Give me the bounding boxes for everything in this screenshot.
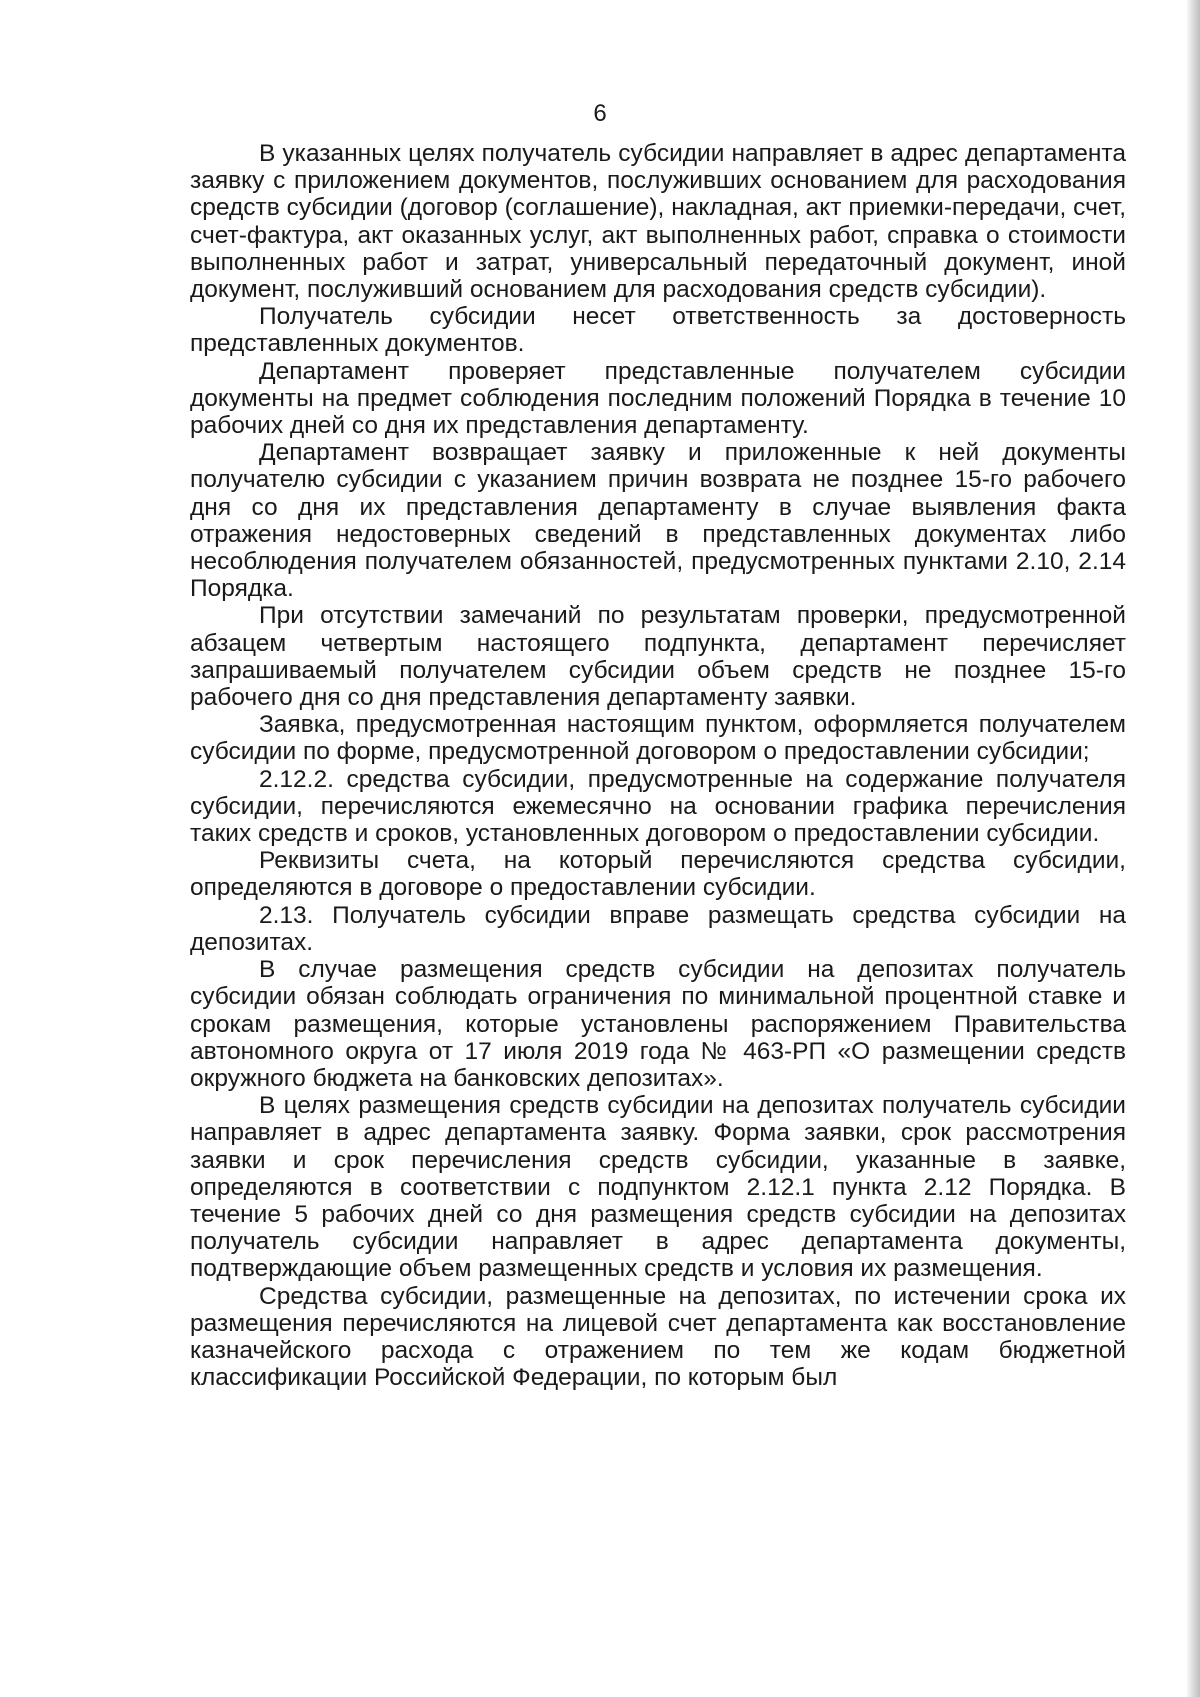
paragraph-department-return: Департамент возвращает заявку и приложенные к ней документы получателю субсидии с указанием причин возврата не позднее 15-го рабочего дня со дня их представления департаменту в случае выявления факта отражения недостоверных сведений в представленных документах либо несоблюдения получателем обязанностей, предусмотренных пунктами 2.10, 2.14 Порядка. (190, 439, 1126, 603)
paragraph-2-13: 2.13. Получатель субсидии вправе размещать средства субсидии на депозитах. (190, 901, 1126, 956)
paragraph-application-documents: В указанных целях получатель субсидии направляет в адрес департамента заявку с приложением документов, послуживших основанием для расходования средств субсидии (договор (соглашение), накладная, акт приемки-передачи, счет, счет-фактура, акт оказанных услуг, акт выполненных работ, справка о стоимости выполненных работ и затрат, универсальный передаточный документ, иной документ, послуживший основанием для расходования средств субсидии). (190, 140, 1126, 304)
page-number: 6 (593, 100, 607, 127)
paragraph-deposit-return: Средства субсидии, размещенные на депозитах, по истечении срока их размещения перечисляются на лицевой счет департамента как восстановление казначейского расхода с отражением по тем же кодам бюджетной классификации Российской Федерации, по которым был (190, 1282, 1126, 1392)
paragraph-recipient-responsibility: Получатель субсидии несет ответственность за достоверность представленных документов. (190, 303, 1126, 358)
paragraph-2-12-2: 2.12.2. средства субсидии, предусмотренные на содержание получателя субсидии, перечисляются ежемесячно на основании графика перечисления таких средств и сроков, установленных договором о предоставлении субсидии. (190, 765, 1126, 848)
paragraph-account-details: Реквизиты счета, на который перечисляются средства субсидии, определяются в договоре о предоставлении субсидии. (190, 847, 1126, 902)
paragraph-department-review: Департамент проверяет представленные получателем субсидии документы на предмет соблюдения последним положений Порядка в течение 10 рабочих дней со дня их представления департаменту. (190, 357, 1126, 440)
paragraph-deposit-restrictions: В случае размещения средств субсидии на депозитах получатель субсидии обязан соблюдать ограничения по минимальной процентной ставке и срокам размещения, которые установлены распоряжением Правительства автономного округа от 17 июля 2019 года № 463-РП «О размещении средств окружного бюджета на банковских депозитах». (190, 956, 1126, 1092)
paragraph-application-form: Заявка, предусмотренная настоящим пунктом, оформляется получателем субсидии по форме, предусмотренной договором о предоставлении субсидии; (190, 711, 1126, 766)
scan-edge-shadow (1186, 0, 1200, 1697)
paragraph-deposit-application: В целях размещения средств субсидии на депозитах получатель субсидии направляет в адрес департамента заявку. Форма заявки, срок рассмотрения заявки и срок перечисления средств субсидии, указанные в заявке, определяются в соответствии с подпунктом 2.12.1 пункта 2.12 Порядка. В течение 5 рабочих дней со дня размещения средств субсидии на депозитах получатель субсидии направляет в адрес департамента документы, подтверждающие объем размещенных средств и условия их размещения. (190, 1092, 1126, 1283)
document-body (190, 140, 1126, 1391)
paragraph-no-remarks-transfer: При отсутствии замечаний по результатам проверки, предусмотренной абзацем четвертым настоящего подпункта, департамент перечисляет запрашиваемый получателем субсидии объем средств не позднее 15-го рабочего дня со дня представления департаменту заявки. (190, 602, 1126, 712)
